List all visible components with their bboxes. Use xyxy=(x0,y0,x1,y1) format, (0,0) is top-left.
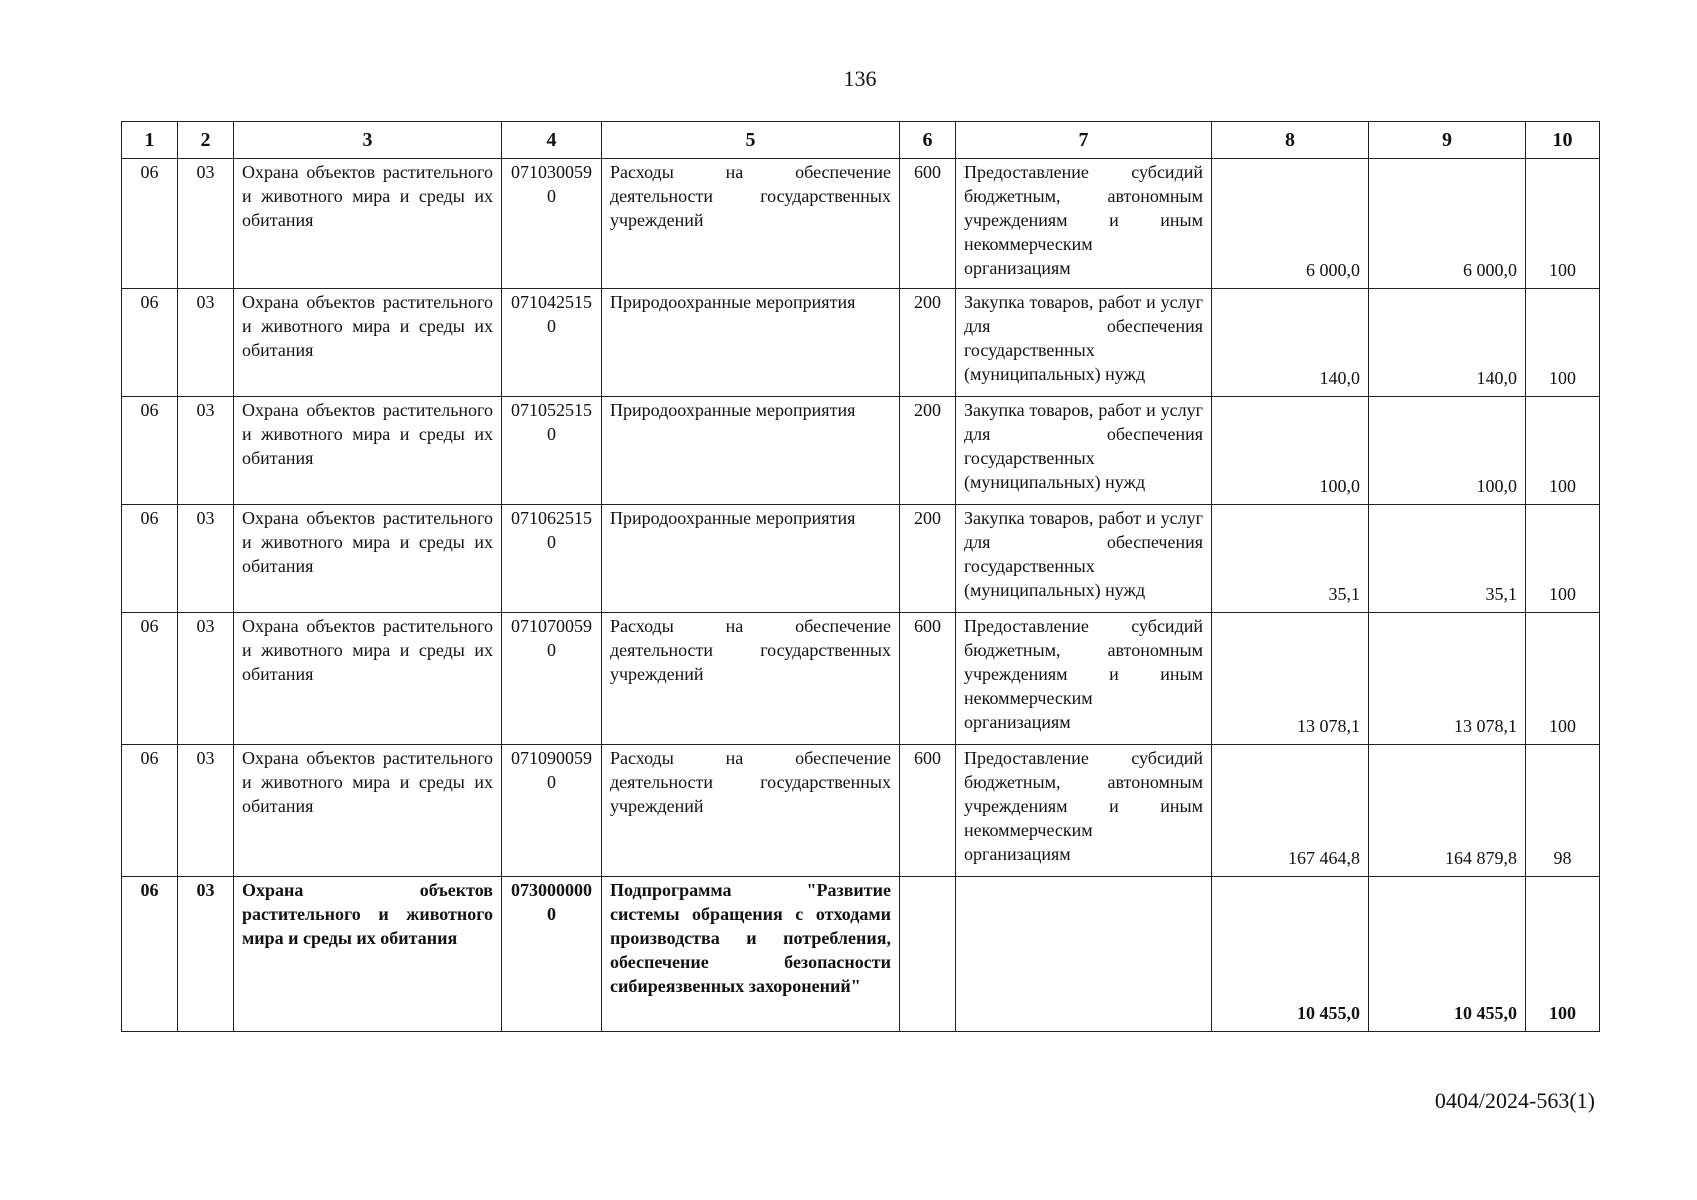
table-row xyxy=(122,159,1600,289)
target-article-name: Природоохранные мероприятия xyxy=(602,397,900,505)
target-article-code: 0710625150 xyxy=(502,505,602,613)
subsection-name: Охрана объектов растительного и животного мира и среды их обитания xyxy=(234,289,502,397)
target-article-name: Расходы на обеспечение деятельности государственных учреждений xyxy=(602,159,900,289)
expense-type-name xyxy=(956,877,1212,1032)
target-article-name: Расходы на обеспечение деятельности государственных учреждений xyxy=(602,745,900,877)
table-row xyxy=(122,613,1600,745)
execution-percent: 98 xyxy=(1526,745,1600,877)
target-article-name: Природоохранные мероприятия xyxy=(602,505,900,613)
target-article-name: Подпрограмма "Развитие системы обращения с отходами производства и потребления, обеспечение безопасности сибиреязвенных захоронений" xyxy=(602,877,900,1032)
section-code: 06 xyxy=(122,877,178,1032)
section-code: 06 xyxy=(122,505,178,613)
subsection-name: Охрана объектов растительного и животного мира и среды их обитания xyxy=(234,397,502,505)
subsection-code: 03 xyxy=(178,877,234,1032)
subsection-name: Охрана объектов растительного и животного мира и среды их обитания xyxy=(234,159,502,289)
target-article-code: 0710525150 xyxy=(502,397,602,505)
column-header: 2 xyxy=(178,122,234,159)
actual-amount: 6 000,0 xyxy=(1369,159,1526,289)
expense-type-code: 600 xyxy=(900,159,956,289)
column-header: 1 xyxy=(122,122,178,159)
subsection-code: 03 xyxy=(178,613,234,745)
column-header: 6 xyxy=(900,122,956,159)
section-code: 06 xyxy=(122,613,178,745)
planned-amount: 13 078,1 xyxy=(1212,613,1369,745)
expense-type-name: Закупка товаров, работ и услуг для обеспечения государственных (муниципальных) нужд xyxy=(956,289,1212,397)
actual-amount: 10 455,0 xyxy=(1369,877,1526,1032)
subsection-name: Охрана объектов растительного и животного мира и среды их обитания xyxy=(234,745,502,877)
column-header: 3 xyxy=(234,122,502,159)
expense-type-code: 600 xyxy=(900,745,956,877)
section-code: 06 xyxy=(122,159,178,289)
subsection-name: Охрана объектов растительного и животного мира и среды их обитания xyxy=(234,613,502,745)
target-article-code: 0710300590 xyxy=(502,159,602,289)
subsection-code: 03 xyxy=(178,397,234,505)
column-header: 9 xyxy=(1369,122,1526,159)
actual-amount: 140,0 xyxy=(1369,289,1526,397)
execution-percent: 100 xyxy=(1526,877,1600,1032)
subsection-code: 03 xyxy=(178,745,234,877)
subsection-code: 03 xyxy=(178,159,234,289)
planned-amount: 167 464,8 xyxy=(1212,745,1369,877)
actual-amount: 164 879,8 xyxy=(1369,745,1526,877)
planned-amount: 140,0 xyxy=(1212,289,1369,397)
budget-table xyxy=(121,121,1600,1032)
page-number: 136 xyxy=(843,66,877,91)
execution-percent: 100 xyxy=(1526,613,1600,745)
execution-percent: 100 xyxy=(1526,397,1600,505)
expense-type-name: Предоставление субсидий бюджетным, автономным учреждениям и иным некоммерческим организациям xyxy=(956,613,1212,745)
actual-amount: 100,0 xyxy=(1369,397,1526,505)
table-row-subprogram xyxy=(122,877,1600,1032)
planned-amount: 10 455,0 xyxy=(1212,877,1369,1032)
subsection-name: Охрана объектов растительного и животного мира и среды их обитания xyxy=(234,505,502,613)
expense-type-code: 200 xyxy=(900,397,956,505)
target-article-name: Расходы на обеспечение деятельности государственных учреждений xyxy=(602,613,900,745)
planned-amount: 100,0 xyxy=(1212,397,1369,505)
expense-type-code: 200 xyxy=(900,505,956,613)
column-header: 5 xyxy=(602,122,900,159)
target-article-code: 0730000000 xyxy=(502,877,602,1032)
execution-percent: 100 xyxy=(1526,289,1600,397)
expense-type-name: Закупка товаров, работ и услуг для обеспечения государственных (муниципальных) нужд xyxy=(956,505,1212,613)
section-code: 06 xyxy=(122,289,178,397)
planned-amount: 6 000,0 xyxy=(1212,159,1369,289)
expense-type-code: 200 xyxy=(900,289,956,397)
target-article-code: 0710700590 xyxy=(502,613,602,745)
actual-amount: 13 078,1 xyxy=(1369,613,1526,745)
expense-type-code xyxy=(900,877,956,1032)
execution-percent: 100 xyxy=(1526,159,1600,289)
column-header: 7 xyxy=(956,122,1212,159)
section-code: 06 xyxy=(122,397,178,505)
expense-type-name: Предоставление субсидий бюджетным, автономным учреждениям и иным некоммерческим организациям xyxy=(956,745,1212,877)
expense-type-name: Предоставление субсидий бюджетным, автономным учреждениям и иным некоммерческим организациям xyxy=(956,159,1212,289)
actual-amount: 35,1 xyxy=(1369,505,1526,613)
subsection-code: 03 xyxy=(178,505,234,613)
table-row xyxy=(122,397,1600,505)
document-number: 0404/2024-563(1) xyxy=(1434,1088,1595,1113)
header-row xyxy=(122,122,1600,159)
expense-type-code: 600 xyxy=(900,613,956,745)
target-article-code: 0710425150 xyxy=(502,289,602,397)
subsection-code: 03 xyxy=(178,289,234,397)
execution-percent: 100 xyxy=(1526,505,1600,613)
table-row xyxy=(122,505,1600,613)
column-header: 10 xyxy=(1526,122,1600,159)
table-row xyxy=(122,289,1600,397)
column-header: 4 xyxy=(502,122,602,159)
expense-type-name: Закупка товаров, работ и услуг для обеспечения государственных (муниципальных) нужд xyxy=(956,397,1212,505)
subsection-name: Охрана объектов растительного и животного мира и среды их обитания xyxy=(234,877,502,1032)
table-row xyxy=(122,745,1600,877)
planned-amount: 35,1 xyxy=(1212,505,1369,613)
column-header: 8 xyxy=(1212,122,1369,159)
target-article-name: Природоохранные мероприятия xyxy=(602,289,900,397)
target-article-code: 0710900590 xyxy=(502,745,602,877)
section-code: 06 xyxy=(122,745,178,877)
